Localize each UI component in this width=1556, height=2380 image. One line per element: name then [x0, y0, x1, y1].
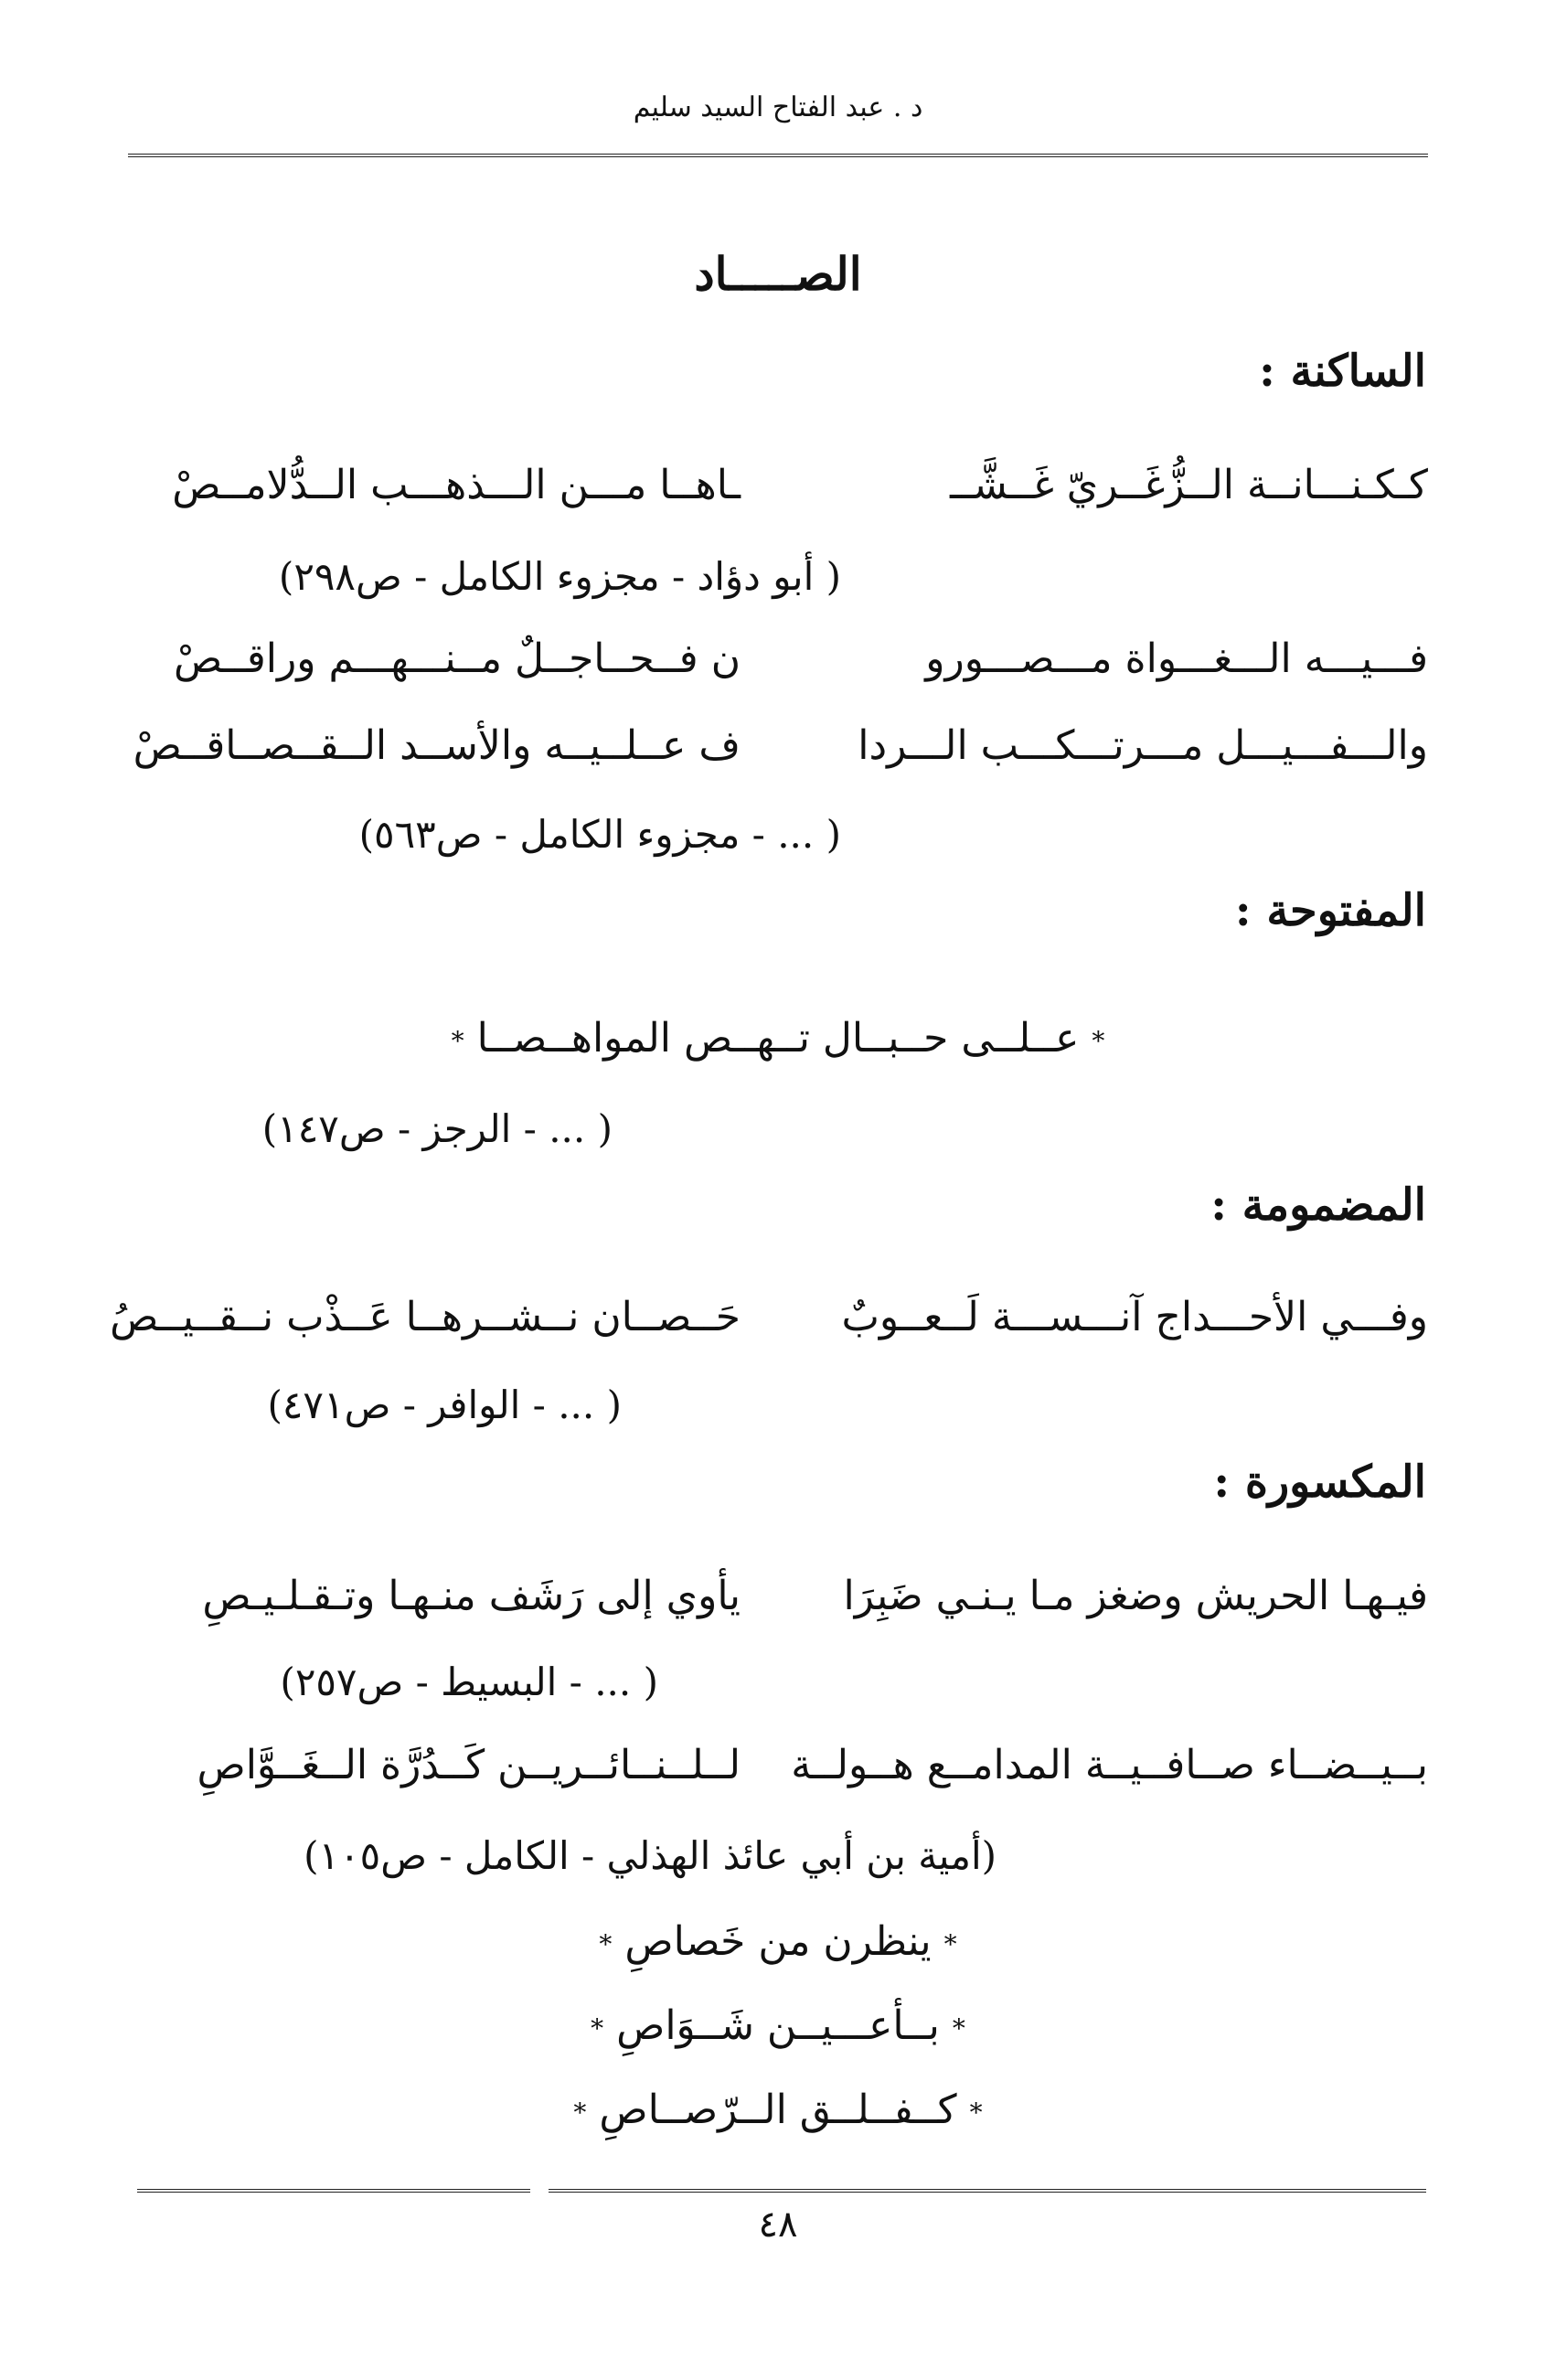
verse-hemistich-second: ن فــحــاجــلٌ مــنـــهـــم وراقــصْ [174, 635, 741, 682]
star-marker: * [591, 2013, 604, 2044]
heading-maksura: المكسورة : [1213, 1457, 1426, 1508]
verse-line [133, 722, 1428, 786]
star-marker: * [573, 2097, 587, 2128]
verse-hemistich-second: ـاهــا مـــن الـــذهـــب الــدُّلامــصْ [172, 462, 741, 508]
rajaz-line [0, 2087, 1556, 2133]
verse-line [137, 1573, 1428, 1637]
rajaz-line [0, 1918, 1556, 1965]
verse-hemistich-first: كـكـنـــانــة الــزُّغَــريّ غَــشَّــ [950, 462, 1428, 508]
star-marker: * [969, 2097, 983, 2128]
verse-citation: ( ... - مجزوء الكامل - ص٥٦٣) [358, 812, 841, 857]
rajaz-text: كــفــلــق الــرّصــاصِ [599, 2087, 957, 2133]
verse-hemistich-first: فـــيـــه الـــغـــواة مـــصـــورو [925, 635, 1428, 682]
verse-citation: ( ... - البسيط - ص٢٥٧) [280, 1660, 658, 1704]
verse-line [110, 1294, 1428, 1358]
verse-line [137, 1742, 1428, 1806]
verse-hemistich-second: حَــصــان نــشــرهــا عَــذْب نــقــيــصُ [110, 1294, 741, 1340]
rajaz-text: عــلــى حــبــال تــهــص المواهــصــا [476, 1015, 1080, 1062]
verse-line [137, 635, 1428, 699]
verse-citation: ( أبو دؤاد - مجزوء الكامل - ص٢٩٨) [278, 554, 841, 599]
star-marker: * [599, 1929, 613, 1959]
verse-hemistich-first: فيـهـا الحريش وضغز مـا يـنـي ضَبِرَا [843, 1573, 1428, 1619]
verse-citation: ( ... - الرجز - ص١٤٧) [261, 1106, 613, 1151]
rajaz-text: بــأعـــيــن شَــوَاصِ [616, 2002, 940, 2049]
section-title: الصـــــاد [694, 247, 862, 301]
rajaz-text: ينظرن من خَصاصِ [624, 1918, 932, 1965]
heading-maftuha: المفتوحة : [1234, 885, 1426, 936]
verse-hemistich-first: بــيــضــاء صــافــيــة المدامــع هــولــة [791, 1742, 1428, 1788]
header-rule [128, 154, 1428, 157]
verse-hemistich-second: ف عــلــيــه والأســد الــقــصــاقــصْ [133, 722, 741, 769]
verse-hemistich-first: وفـــي الأحـــداج آنـــســـة لَــعــوبٌ [841, 1294, 1428, 1340]
rajaz-line [0, 1015, 1556, 1062]
verse-hemistich-second: يأوي إلى رَشَف منـهـا وتـقـلـيـصِ [202, 1573, 741, 1619]
verse-citation: (أمية بن أبي عائذ الهذلي - الكامل - ص١٠٥) [304, 1833, 996, 1878]
heading-madmuma: المضمومة : [1210, 1179, 1426, 1231]
footer-rule [137, 2189, 530, 2193]
footer-rule [549, 2189, 1426, 2193]
star-marker: * [952, 2013, 965, 2044]
verse-line [137, 462, 1428, 526]
star-marker: * [1092, 1026, 1105, 1056]
star-marker: * [943, 1929, 957, 1959]
star-marker: * [451, 1026, 464, 1056]
verse-hemistich-first: والـــفـــيـــل مـــرتـــكـــب الـــردا [858, 722, 1428, 769]
page-number: ٤٨ [758, 2204, 798, 2246]
verse-hemistich-second: لــلــنــائــريــن كَــدُرَّة الــغَــوَّاصِ [197, 1742, 741, 1788]
running-header-author: د . عبد الفتاح السيد سليم [633, 91, 923, 123]
rajaz-line [0, 2002, 1556, 2049]
verse-citation: ( ... - الوافر - ص٤٧١) [267, 1382, 622, 1427]
heading-sakina: الساكنة : [1259, 346, 1426, 397]
